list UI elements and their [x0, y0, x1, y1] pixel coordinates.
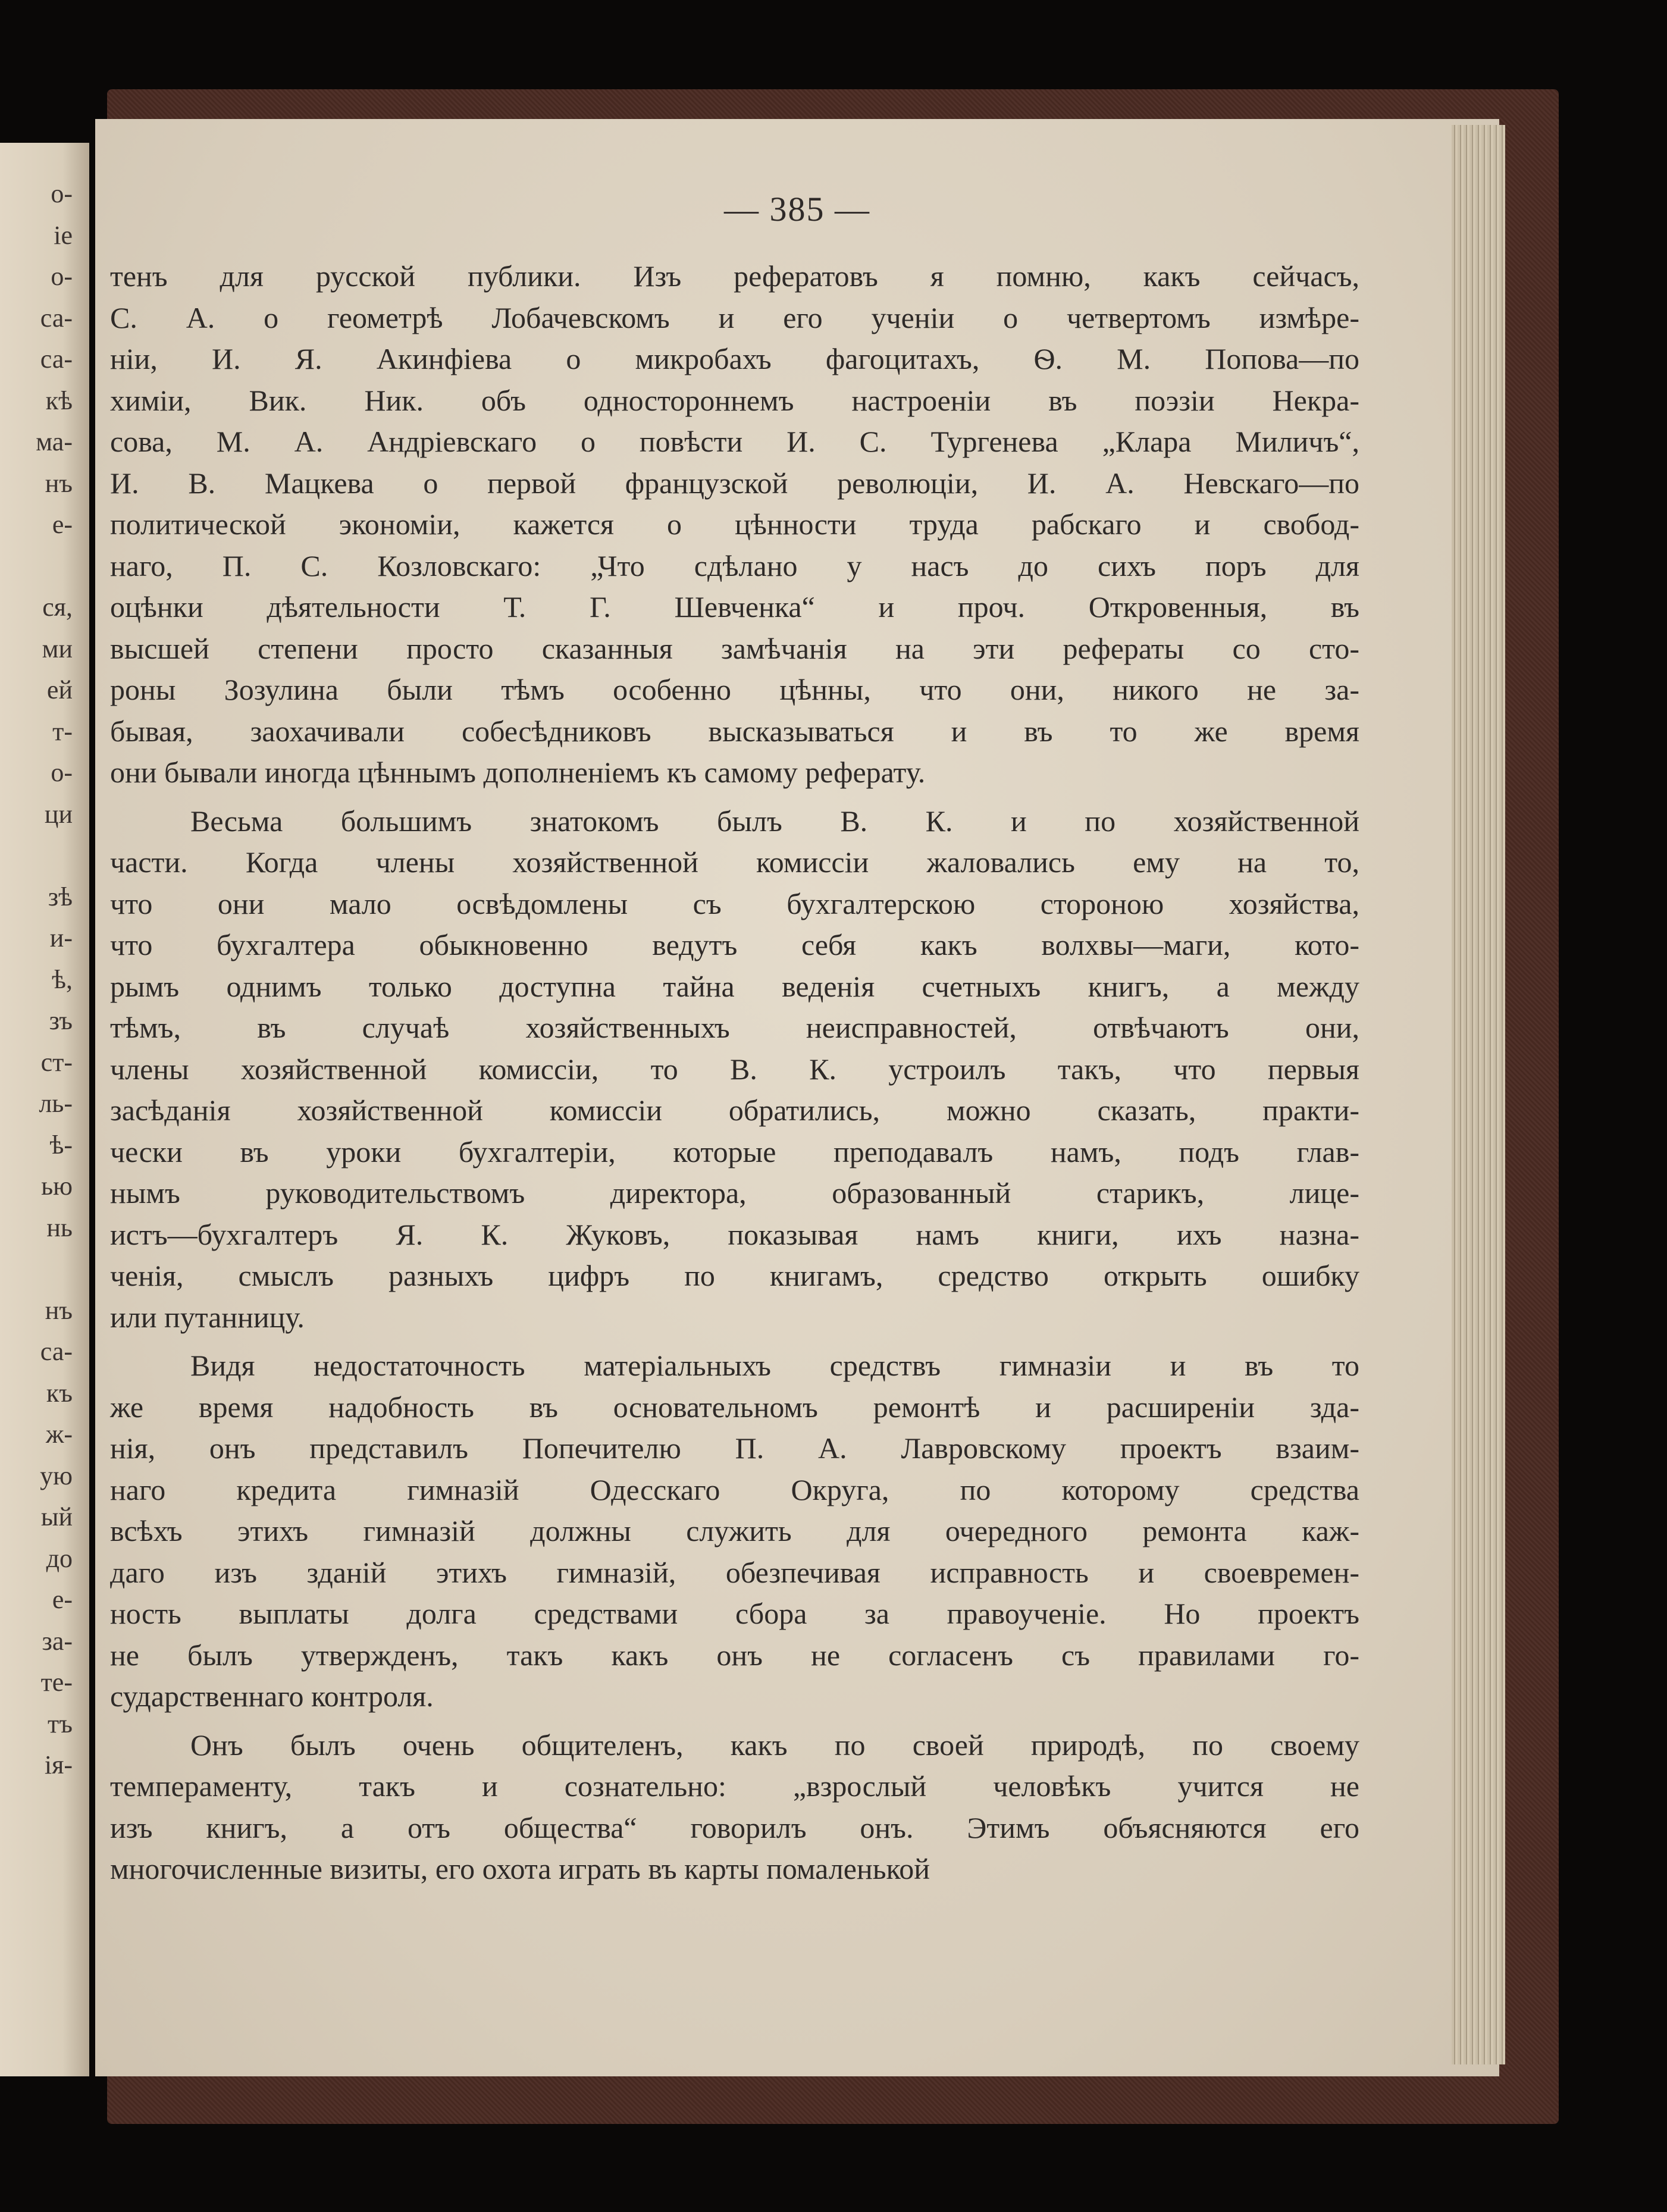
- text-line: нымъ руководительствомъ директора, образованный старикъ, лице-: [110, 1176, 1359, 1210]
- text-line: даго изъ зданій этихъ гимназій, обезпечивая исправность и своевремен-: [110, 1555, 1359, 1589]
- left-page-fragment: ѣ,: [52, 964, 73, 994]
- left-page-fragment: о-: [51, 758, 73, 787]
- text-line: же время надобность въ основательномъ ремонтѣ и расширеніи зда-: [110, 1390, 1359, 1424]
- page-block-edges: [1452, 125, 1505, 2064]
- text-line: темпераменту, такъ и сознательно: „взрослый человѣкъ учится не: [110, 1769, 1359, 1803]
- left-page-fragment: о-: [51, 179, 73, 208]
- left-page-fragment: нь: [46, 1212, 73, 1242]
- left-page-fragment: ль-: [39, 1089, 73, 1118]
- left-page-fragment: и-: [49, 923, 73, 953]
- left-page-fragment: зѣ: [48, 882, 73, 911]
- text-line: наго кредита гимназій Одесскаго Округа, по которому средства: [110, 1472, 1359, 1506]
- text-line: ніи, И. Я. Акинфіева о микробахъ фагоцитахъ, Ѳ. М. Попова—по: [110, 342, 1359, 375]
- left-page-fragment: нъ: [45, 468, 73, 498]
- previous-page-edge: [0, 143, 89, 2076]
- paragraph-gap: [110, 1718, 1359, 1725]
- left-page-fragment: за-: [42, 1626, 73, 1656]
- text-line: изъ книгъ, а отъ общества“ говорилъ онъ. Этимъ объясняются его: [110, 1810, 1359, 1844]
- text-line: нія, онъ представилъ Попечителю П. А. Лавровскому проектъ взаим-: [110, 1431, 1359, 1465]
- text-line: Видя недостаточность матеріальныхъ средствъ гимназіи и въ то: [190, 1349, 1359, 1382]
- text-line: они бывали иногда цѣннымъ дополненіемъ къ самому реферату.: [110, 756, 926, 789]
- text-line: тенъ для русской публики. Изъ рефератовъ я помню, какъ сейчасъ,: [110, 259, 1359, 293]
- paragraph: [110, 1345, 1359, 1718]
- text-line: высшей степени просто сказанныя замѣчанія на эти рефераты со сто-: [110, 631, 1359, 665]
- left-page-fragment: ью: [41, 1171, 73, 1201]
- left-page-fragment: нъ: [45, 1295, 73, 1325]
- left-page-fragment: ѣ-: [49, 1130, 73, 1160]
- text-line: наго, П. С. Козловскаго: „Что сдѣлано у насъ до сихъ поръ для: [110, 549, 1359, 582]
- left-page-fragment: къ: [46, 1378, 73, 1408]
- text-line: Онъ былъ очень общителенъ, какъ по своей природѣ, по своему: [190, 1728, 1359, 1762]
- left-page-fragment: кѣ: [45, 386, 73, 415]
- left-page-fragment: тъ: [48, 1709, 73, 1738]
- text-line: сударственнаго контроля.: [110, 1680, 434, 1713]
- text-line: истъ—бухгалтеръ Я. К. Жуковъ, показывая намъ книги, ихъ назна-: [110, 1217, 1359, 1251]
- left-page-fragment: т-: [52, 716, 73, 746]
- text-line: многочисленные визиты, его охота играть въ карты помаленькой: [110, 1852, 930, 1885]
- left-page-fragment: ія-: [44, 1750, 73, 1779]
- paragraph: [110, 256, 1359, 794]
- text-line: что они мало освѣдомлены съ бухгалтерскою стороною хозяйства,: [110, 886, 1359, 920]
- text-line: политической экономіи, кажется о цѣнности труда рабскаго и свобод-: [110, 507, 1359, 541]
- paragraph: [110, 801, 1359, 1339]
- text-line: или путанницу.: [110, 1300, 305, 1334]
- paragraph: [110, 1725, 1359, 1890]
- left-page-fragment: е-: [52, 510, 73, 539]
- left-page-fragment: о-: [51, 262, 73, 291]
- text-line: тѣмъ, въ случаѣ хозяйственныхъ неисправностей, отвѣчаютъ они,: [110, 1011, 1359, 1044]
- text-line: ность выплаты долга средствами сбора за правоученіе. Но проектъ: [110, 1597, 1359, 1630]
- left-page-fragment: ми: [42, 634, 73, 663]
- left-page-fragment: са-: [40, 344, 73, 374]
- left-page-fragment: са-: [40, 1337, 73, 1366]
- left-page-fragment: ую: [40, 1461, 73, 1490]
- left-page-fragment: ма-: [36, 427, 73, 456]
- left-page-fragment: те-: [40, 1668, 73, 1697]
- left-page-fragment: ж-: [45, 1420, 73, 1449]
- text-line: сова, М. А. Андріевскаго о повѣсти И. С. Тургенева „Клара Миличъ“,: [110, 425, 1359, 458]
- left-page-fragment: е-: [52, 1585, 73, 1614]
- text-line: члены хозяйственной комиссіи, то В. К. устроилъ такъ, что первыя: [110, 1052, 1359, 1086]
- left-page-fragment: до: [46, 1543, 73, 1573]
- text-line: что бухгалтера обыкновенно ведутъ себя какъ волхвы—маги, кото-: [110, 928, 1359, 961]
- text-line: ченія, смыслъ разныхъ цифръ по книгамъ, средство открыть ошибку: [110, 1259, 1359, 1292]
- text-line: оцѣнки дѣятельности Т. Г. Шевченка“ и проч. Откровенныя, въ: [110, 590, 1359, 624]
- left-page-fragment: са-: [40, 303, 73, 333]
- left-page-fragment: ст-: [40, 1047, 73, 1077]
- left-page-fragment: ци: [44, 799, 73, 829]
- text-line: бывая, заохачивали собесѣдниковъ высказываться и въ то же время: [110, 714, 1359, 748]
- book-page: [95, 119, 1499, 2076]
- text-line: Весьма большимъ знатокомъ былъ В. К. и по хозяйственной: [190, 804, 1359, 838]
- left-page-fragment: зъ: [49, 1006, 73, 1035]
- text-line: засѣданія хозяйственной комиссіи обратились, можно сказать, практи-: [110, 1094, 1359, 1127]
- text-line: химіи, Вик. Ник. объ одностороннемъ настроеніи въ поэзіи Некра-: [110, 383, 1359, 417]
- left-page-fragment: ся,: [42, 593, 73, 622]
- text-line: не былъ утвержденъ, такъ какъ онъ не согласенъ съ правилами го-: [110, 1638, 1359, 1672]
- paragraph-gap: [110, 1338, 1359, 1345]
- page-number: — 385 —: [724, 190, 870, 228]
- text-line: всѣхъ этихъ гимназій должны служить для очередного ремонта каж-: [110, 1514, 1359, 1547]
- left-page-fragment: іе: [54, 220, 73, 250]
- text-line: И. В. Мацкева о первой французской революціи, И. А. Невскаго—по: [110, 466, 1359, 500]
- left-page-fragment: ый: [40, 1502, 73, 1531]
- text-line: роны Зозулина были тѣмъ особенно цѣнны, что они, никого не за-: [110, 673, 1359, 706]
- left-page-fragment: ей: [46, 675, 73, 704]
- page-text: [110, 256, 1359, 1890]
- paragraph-gap: [110, 794, 1359, 801]
- text-line: части. Когда члены хозяйственной комиссіи жаловались ему на то,: [110, 845, 1359, 879]
- text-line: рымъ однимъ только доступна тайна веденія счетныхъ книгъ, а между: [110, 969, 1359, 1003]
- text-line: чески въ уроки бухгалтеріи, которые преподавалъ намъ, подъ глав-: [110, 1135, 1359, 1168]
- text-line: С. А. о геометрѣ Лобачевскомъ и его ученіи о четвертомъ измѣре-: [110, 300, 1359, 334]
